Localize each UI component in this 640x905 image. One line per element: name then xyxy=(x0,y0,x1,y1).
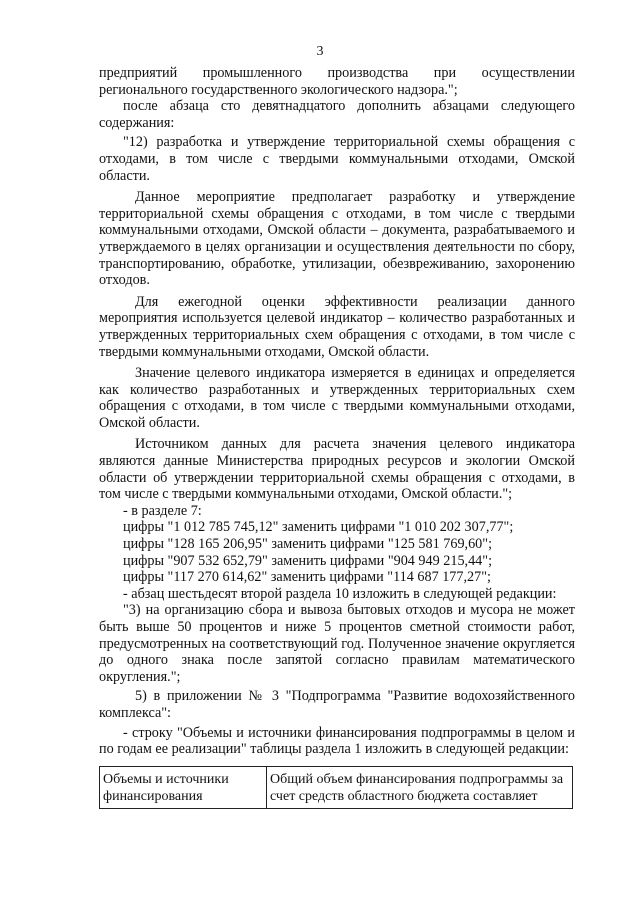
paragraph: после абзаца сто девятнадцатого дополнить абзацами следующего содержания: xyxy=(99,98,575,131)
list-item: цифры "117 270 614,62" заменить цифрами "114 687 177,27"; xyxy=(123,569,491,586)
list-item: цифры "1 012 785 745,12" заменить цифрами "1 010 202 307,77"; xyxy=(123,519,514,536)
table-row xyxy=(100,766,573,808)
paragraph: Данное мероприятие предполагает разработку и утверждение территориальной схемы обращения с отходами, в том числе с твердыми коммунальными отходами, Омской области – документа, разрабатываемого и утверждаемого в целях организации и осуществления деятельности по сбору, транспортированию, обработке, утилизации, обезвреживанию, захоронению отходов. xyxy=(99,189,575,289)
list-item: - в разделе 7: xyxy=(123,502,202,519)
table-cell-value: Общий объем финансирования подпрограммы за счет средств областного бюджета составляет xyxy=(267,766,573,808)
paragraph: Значение целевого индикатора измеряется в единицах и определяется как количество разработанных и утвержденных территориальных схем обращения с отходами, в том числе с твердыми коммунальными отходами, Омской области. xyxy=(99,365,575,431)
paragraph: "12) разработка и утверждение территориальной схемы обращения с отходами, в том числе с твердыми коммунальными отходами, Омской области. xyxy=(99,134,575,184)
paragraph: 5) в приложении № 3 "Подпрограмма "Развитие водохозяйственного комплекса": xyxy=(99,688,575,721)
financing-table xyxy=(99,766,573,809)
paragraph: - строку "Объемы и источники финансирования подпрограммы в целом и по годам ее реализации" таблицы раздела 1 изложить в следующей редакции: xyxy=(99,724,575,758)
document-body xyxy=(99,65,575,809)
paragraph: Источником данных для расчета значения целевого индикатора являются данные Министерства природных ресурсов и экологии Омской области об утверждении территориальной схемы обращения с отходами, в том числе с твердыми коммунальными отходами, Омской области."; xyxy=(99,436,575,503)
paragraph: "3) на организацию сбора и вывоза бытовых отходов и мусора не может быть выше 50 процентов и ниже 5 процентов сметной стоимости работ, предусмотренных на соответствующий год. Полученное значение округляется до одного знака после запятой согласно правилам математического округления."; xyxy=(99,602,575,685)
table-cell-header: Объемы и источники финансирования xyxy=(100,766,267,808)
list-item: - абзац шестьдесят второй раздела 10 изложить в следующей редакции: xyxy=(123,585,557,602)
page-number: 3 xyxy=(316,44,324,59)
paragraph: предприятий промышленного производства при осуществлении регионального государственного экологического надзора."; xyxy=(99,65,575,98)
list-item: цифры "907 532 652,79" заменить цифрами "904 949 215,44"; xyxy=(123,552,493,569)
paragraph: Для ежегодной оценки эффективности реализации данного мероприятия используется целевой индикатор – количество разработанных и утвержденных территориальных схем обращения с отходами, в том числе с твердыми коммунальными отходами, Омской области. xyxy=(99,293,575,360)
list-item: цифры "128 165 206,95" заменить цифрами "125 581 769,60"; xyxy=(123,536,493,553)
